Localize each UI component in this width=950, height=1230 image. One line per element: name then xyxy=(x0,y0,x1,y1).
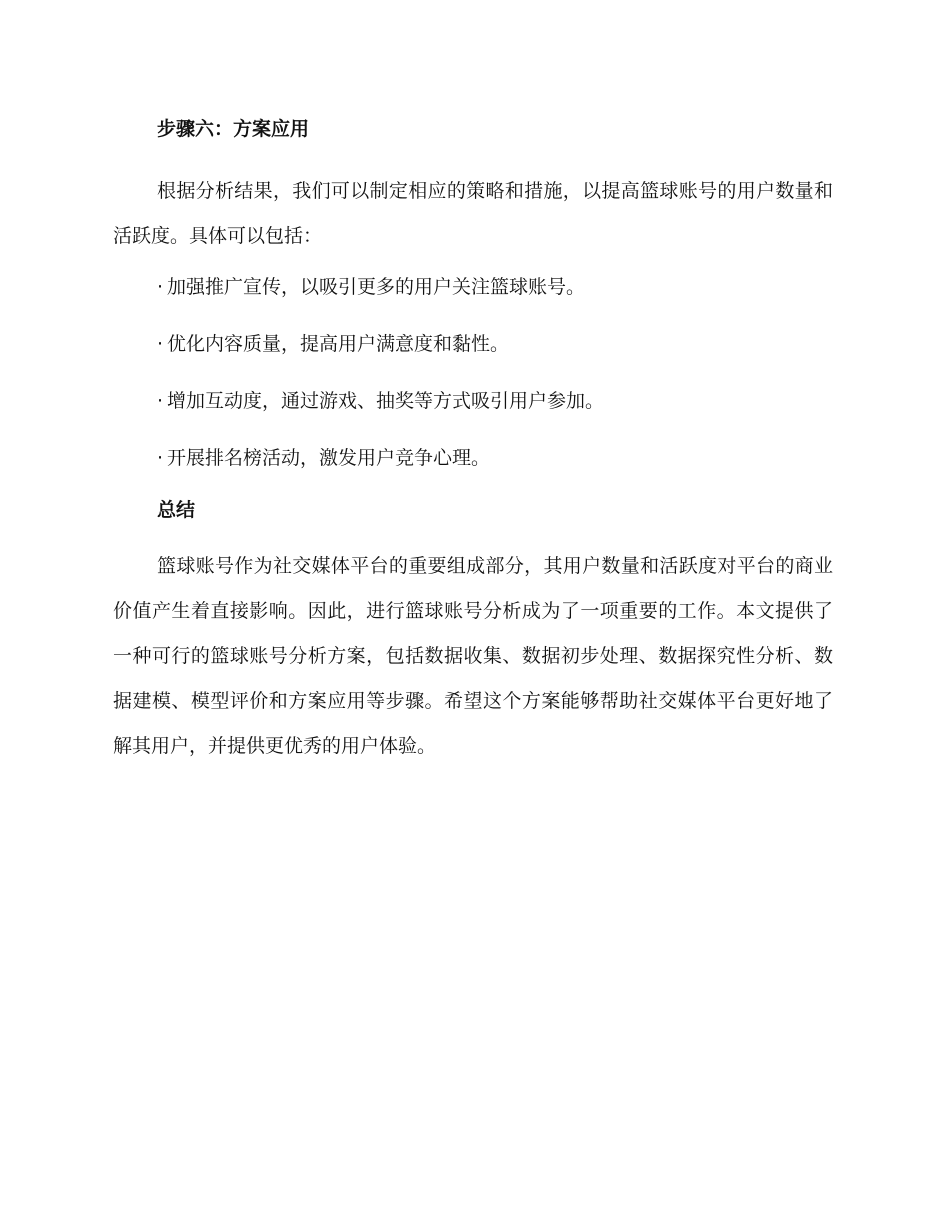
bullet-dot: · xyxy=(157,390,164,412)
bullet-item xyxy=(113,328,833,360)
bullet-item xyxy=(113,442,833,474)
summary-paragraph: 篮球账号作为社交媒体平台的重要组成部分，其用户数量和活跃度对平台的商业价值产生着直接影响。因此，进行篮球账号分析成为了一项重要的工作。本文提供了一种可行的篮球账号分析方案，包括数据收集、数据初步处理、数据探究性分析、数据建模、模型评价和方案应用等步骤。希望这个方案能够帮助社交媒体平台更好地了解其用户，并提供更优秀的用户体验。 xyxy=(113,555,833,757)
section-heading-step6: 步骤六：方案应用 xyxy=(157,118,310,140)
step6-intro-paragraph: 根据分析结果，我们可以制定相应的策略和措施，以提高篮球账号的用户数量和活跃度。具体可以包括： xyxy=(113,180,833,247)
bullet-item xyxy=(113,271,833,303)
bullet-text: 增加互动度，通过游戏、抽奖等方式吸引用户参加。 xyxy=(167,390,605,412)
bullet-dot: · xyxy=(157,276,164,298)
bullet-dot: · xyxy=(157,333,164,355)
bullet-text: 加强推广宣传，以吸引更多的用户关注篮球账号。 xyxy=(167,276,586,298)
section-heading-summary: 总结 xyxy=(157,499,196,521)
bullet-text: 优化内容质量，提高用户满意度和黏性。 xyxy=(167,333,510,355)
bullet-text: 开展排名榜活动，激发用户竞争心理。 xyxy=(167,447,491,469)
bullet-dot: · xyxy=(157,447,164,469)
document-page xyxy=(113,113,833,781)
bullet-item xyxy=(113,385,833,417)
